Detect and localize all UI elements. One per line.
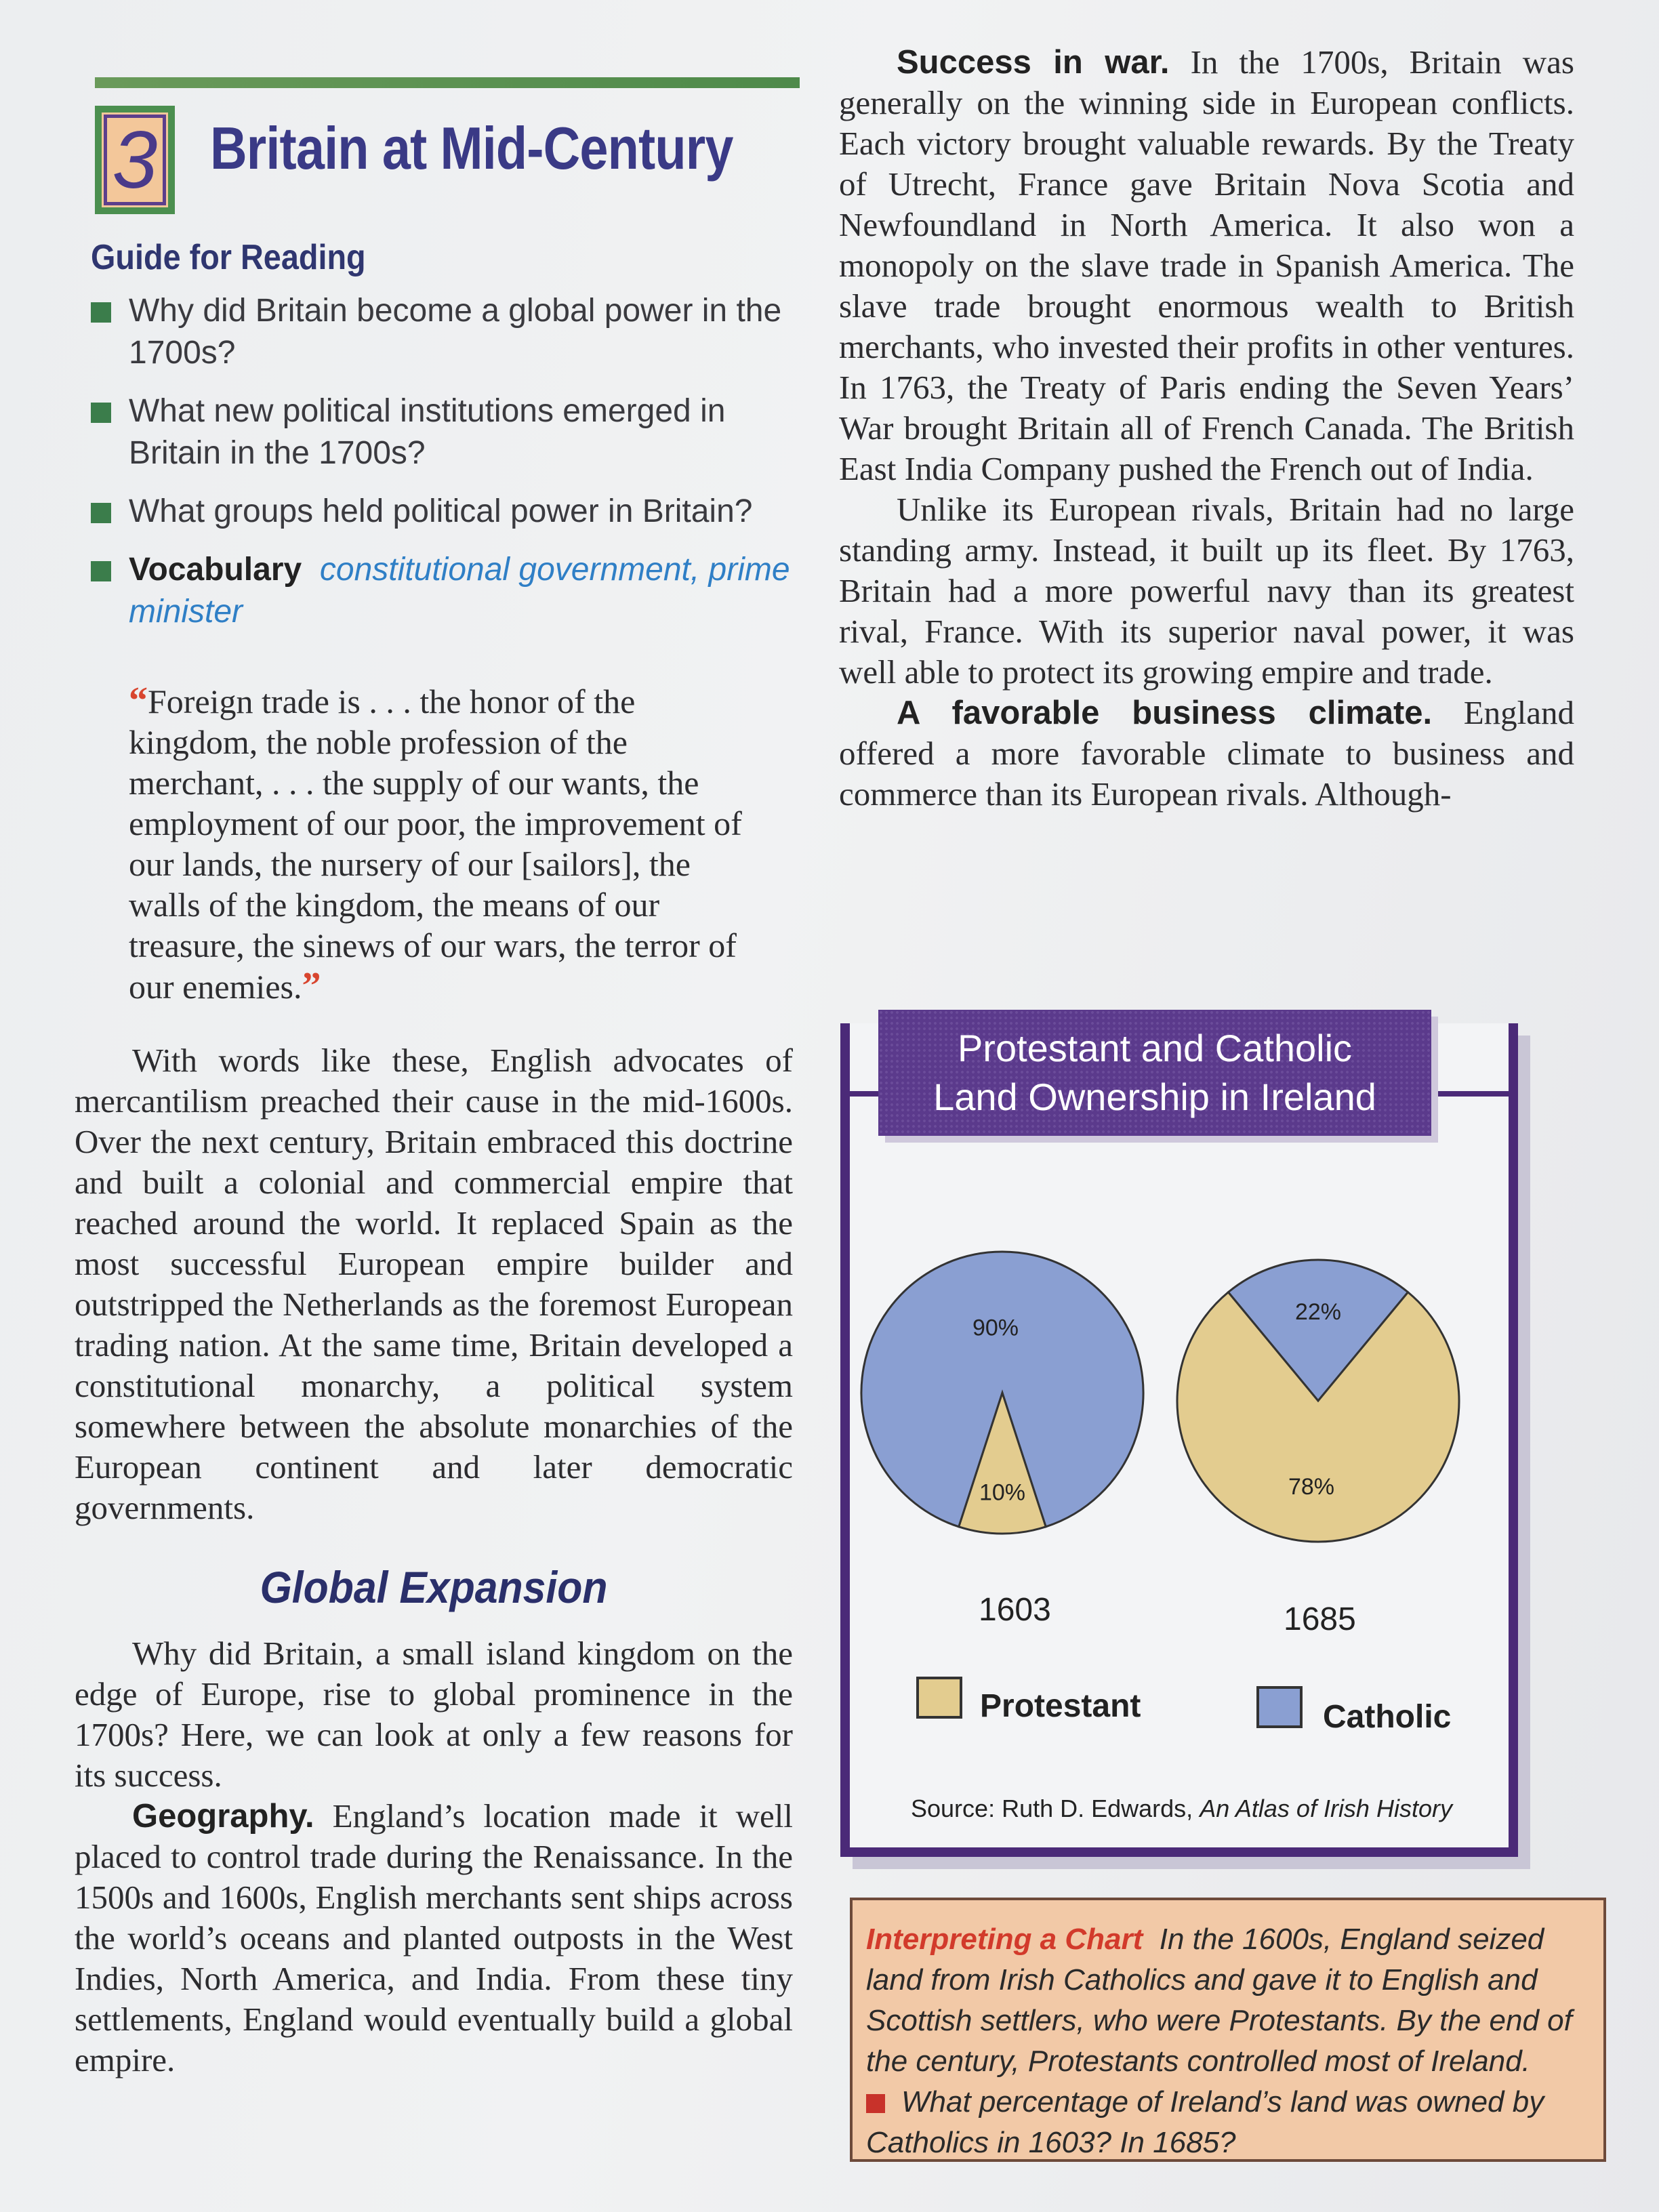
- left-column: [75, 68, 793, 2081]
- legend-label-catholic: Catholic: [1323, 1699, 1452, 1735]
- bullet-square-icon: [91, 403, 111, 423]
- pie-year-label-1685: 1685: [1284, 1601, 1356, 1637]
- war-run-head: Success in war.: [897, 44, 1170, 81]
- section-header: [75, 68, 793, 230]
- chart-source-prefix: Source: Ruth D. Edwards,: [911, 1795, 1200, 1822]
- interpreting-title: Interpreting a Chart: [866, 1923, 1143, 1956]
- guide-question-text: What new political institutions emerged in Britain in the 1700s?: [129, 393, 726, 471]
- bullet-square-icon: [91, 302, 111, 323]
- guide-question-text: Why did Britain become a global power in the 1700s?: [129, 293, 782, 371]
- geography-paragraph: [75, 1796, 793, 2081]
- pie-1603-label-protestant: 10%: [979, 1479, 1026, 1506]
- interpreting-text: In the 1600s, England seized land from Irish Catholics and gave it to English and Scottish settlers, who were Protestants. By the end of the century, Protestants controlled most of Ireland.: [866, 1923, 1572, 2078]
- interpreting-question: What percentage of Ireland’s land was owned by Catholics in 1603? In 1685?: [866, 2085, 1544, 2159]
- vocabulary-terms: constitutional government, prime minister: [129, 552, 790, 630]
- war-text: In the 1700s, Britain was generally on the winning side in European conflicts. Each victory brought valuable rewards. By the Treaty of Utrecht, France gave Britain Nova Scotia and Newfoundland in North America. It also won a monopoly on the slave trade in Spanish America. The slave trade brought enormous wealth to British merchants, who invested their profits in other ventures. In 1763, the Treaty of Paris ending the Seven Years’ War brought Britain all of French Canada. The British East India Company pushed the French out of India.: [839, 43, 1574, 487]
- bullet-square-icon: [91, 561, 111, 581]
- business-text: England offered a more favorable climate to business and commerce than its European rivals. Although-: [839, 694, 1574, 813]
- business-paragraph: [839, 693, 1574, 815]
- guide-question-list: [75, 290, 793, 633]
- vocabulary-item: [75, 549, 793, 633]
- business-run-head: A favorable business climate.: [897, 695, 1433, 731]
- bullet-square-icon: [91, 503, 111, 523]
- guide-question: [75, 491, 793, 533]
- pie-1603-label-catholic: 90%: [972, 1315, 1019, 1341]
- intro-paragraph: With words like these, English advocates of mercantilism preached their cause in the mid-1600s. Over the next century, Britain embraced this doctrine and built a colonial and commercial empire that reached around the world. It replaced Spain as the most successful European empire builder and outstripped the Netherlands as the foremost European trading nation. At the same time, Britain developed a constitutional monarchy, a political system somewhere between the absolute monarchies of the European continent and later democratic governments.: [75, 1042, 793, 1526]
- mercantilism-quote: [129, 680, 759, 1007]
- chart-title-line-1: Protestant and Catholic: [957, 1027, 1353, 1069]
- legend-swatch-catholic: [1256, 1686, 1303, 1728]
- geography-run-head: Geography.: [132, 1798, 314, 1835]
- legend-swatch-protestant: [916, 1677, 962, 1719]
- section-number-box: [95, 106, 175, 214]
- pie-charts: [850, 1240, 1500, 1593]
- chart-source: [911, 1795, 1452, 1823]
- header-rule: [95, 77, 800, 88]
- question-bullet-icon: [866, 2094, 885, 2113]
- chart-title-box: [878, 1010, 1431, 1136]
- expansion-paragraph: Why did Britain, a small island kingdom on the edge of Europe, rise to global prominence in the 1700s? Here, we can look at only a few reasons for its success.: [75, 1635, 793, 1794]
- section-number: 3: [112, 115, 158, 205]
- vocabulary-label: Vocabulary: [129, 552, 302, 588]
- quote-text: Foreign trade is . . . the honor of the kingdom, the noble profession of the merchant, . . . the supply of our wants, the employment of our poor, the improvement of our lands, the nursery of our [sailors], the walls of the kingdom, the means of our treasure, the sinews of our wars, the terror of our enemies.: [129, 682, 742, 1006]
- pie-1685-label-protestant: 78%: [1288, 1473, 1335, 1500]
- pie-1685-label-catholic: 22%: [1294, 1299, 1342, 1326]
- guide-question: [75, 390, 793, 474]
- interpreting-chart-box: [850, 1898, 1606, 2162]
- pie-year-label-1603: 1603: [979, 1592, 1051, 1628]
- open-quote-mark: “: [129, 680, 148, 722]
- geography-text: England’s location made it well placed to control trade during the Renaissance. In the 1500s and 1600s, English merchants sent ships across the world’s oceans and planted outposts in the West Indies, North America, and India. From these tiny settlements, England would eventually build a global empire.: [75, 1797, 793, 2078]
- section-title: Britain at Mid-Century: [210, 115, 733, 182]
- legend-label-protestant: Protestant: [980, 1688, 1141, 1724]
- right-column: [839, 42, 1574, 815]
- chart-source-title: An Atlas of Irish History: [1200, 1795, 1452, 1822]
- close-quote-mark: ”: [302, 965, 321, 1007]
- global-expansion-heading: Global Expansion: [260, 1562, 608, 1612]
- chart-title-line-2: Land Ownership in Ireland: [933, 1076, 1376, 1118]
- guide-question-text: What groups held political power in Britain?: [129, 493, 753, 529]
- war-paragraph: [839, 42, 1574, 489]
- navy-paragraph: Unlike its European rivals, Britain had no large standing army. Instead, it built up its fleet. By 1763, Britain had a more powerful navy than its greatest rival, France. With its superior naval power, it was well able to protect its growing empire and trade.: [839, 491, 1574, 691]
- guide-question: [75, 290, 793, 374]
- guide-title: Guide for Reading: [91, 238, 366, 277]
